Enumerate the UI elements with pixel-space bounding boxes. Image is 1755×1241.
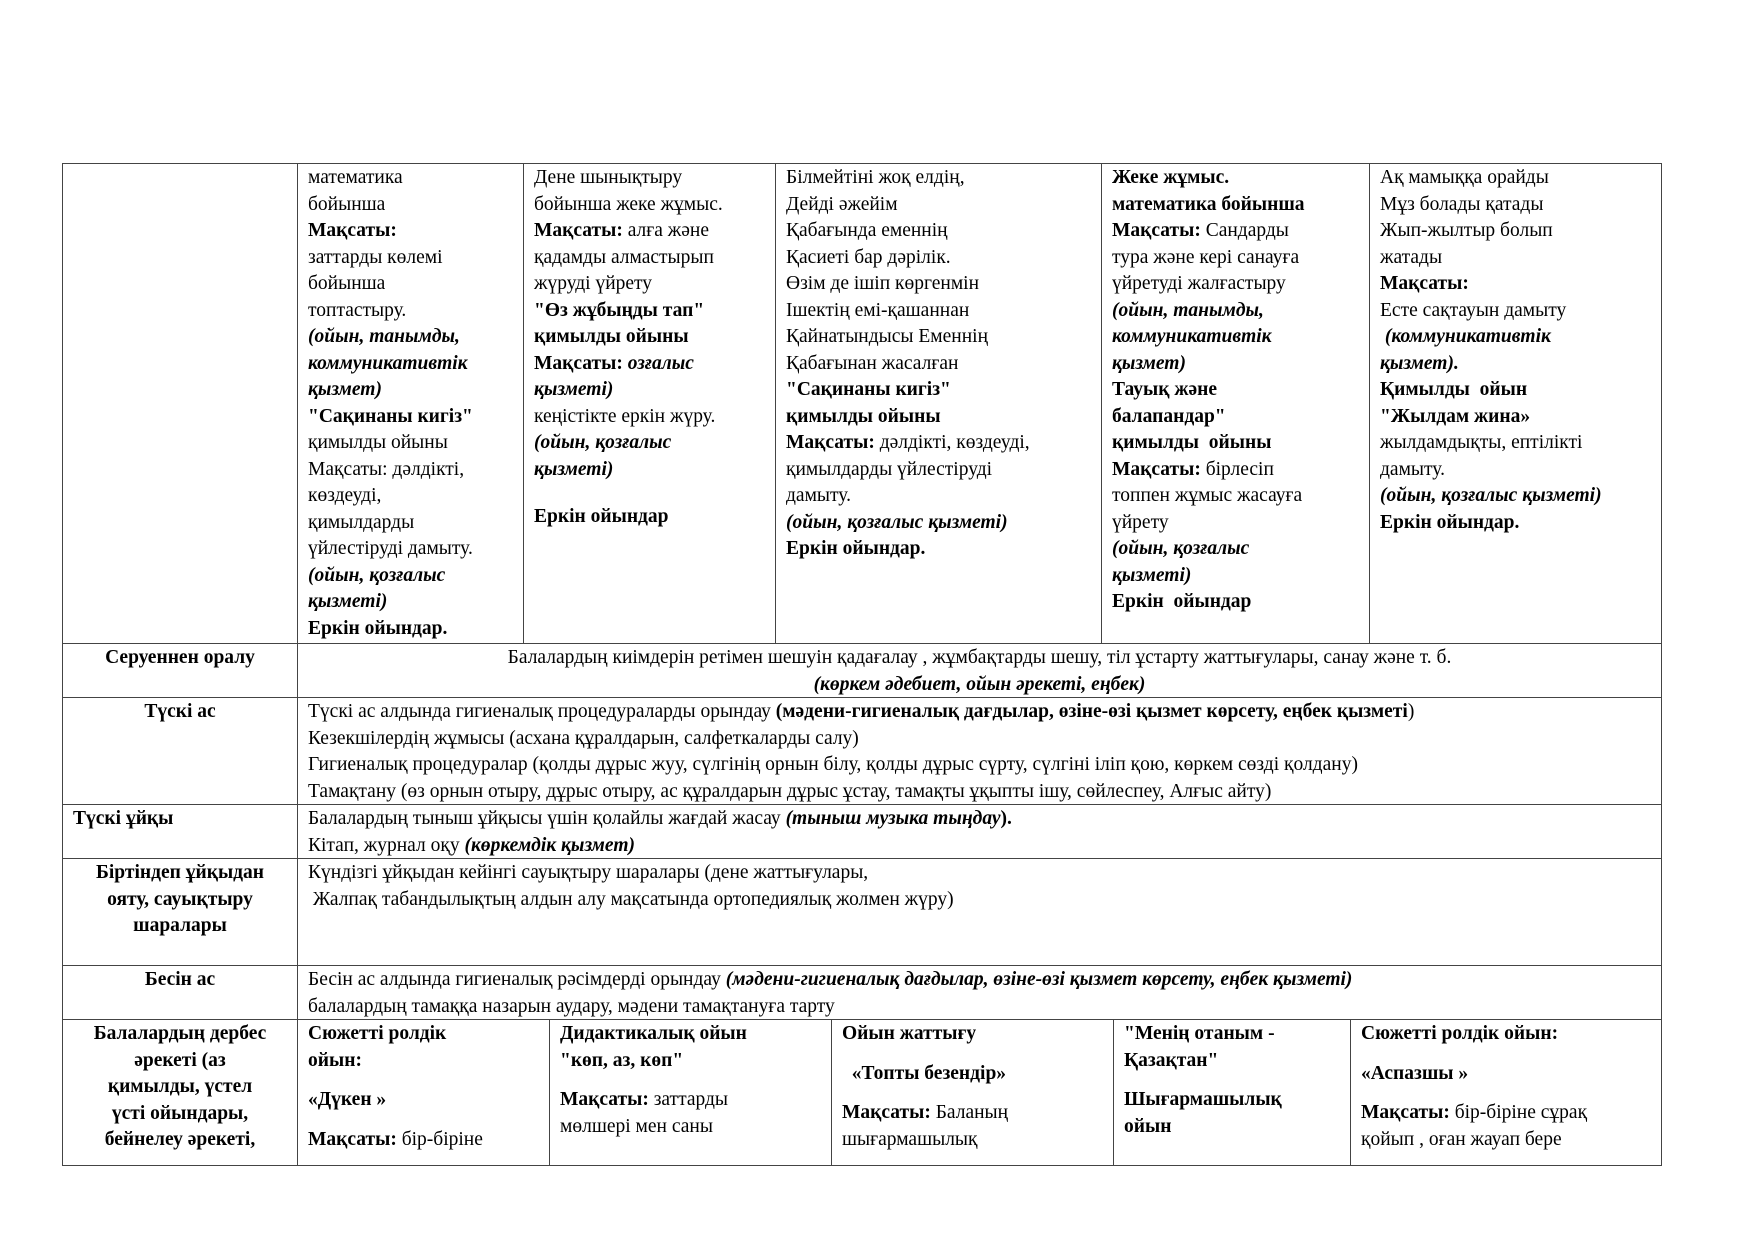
return-walk-line1: Балалардың киімдерін ретімен шешуін қадағалау , жұмбақтарды шешу, тіл ұстарту жаттығулары, санау және т. б. [507, 647, 1452, 668]
text-line: қимылды ойыны [534, 326, 689, 347]
text-line: Өзім де ішіп көргенмін [786, 273, 980, 294]
text-line: Мақсаты: дәлдікті, [308, 458, 465, 480]
text-line: дамыту. [786, 485, 851, 506]
independent-label-line1: Балалардың дербес [93, 1023, 267, 1044]
text-line: "Сақинаны кигіз" [786, 379, 951, 400]
goal-text: дәлдікті, көздеуді, [874, 432, 1030, 453]
text-line: Есте сақтауын дамыту [1380, 299, 1567, 321]
independent-col4-title2: Қазақтан" [1124, 1049, 1219, 1071]
top-row-col3-lines [786, 165, 1091, 563]
independent-col2-goal [560, 1087, 821, 1114]
nap-label [62, 804, 298, 859]
independent-col5 [1350, 1019, 1662, 1166]
independent-col1-goal [308, 1127, 539, 1154]
text-line: қызмет) [308, 379, 382, 400]
text-line: бойынша [308, 273, 386, 294]
text-line: Еркін ойындар. [308, 617, 448, 639]
text-line: Еркін ойындар. [1380, 511, 1520, 533]
text-line: Жып-жылтыр болып [1380, 220, 1553, 241]
wakeup-label-line2: ояту, сауықтыру [107, 888, 253, 910]
lunch-line1-end: ) [1407, 701, 1415, 722]
text-line: заттарды көлемі [308, 246, 443, 268]
independent-col2-goal-text: заттарды [648, 1089, 729, 1110]
lunch-label-text: Түскі ас [144, 701, 216, 722]
lunch-line1-plain: Түскі ас алдында гигиеналық процедураларды орындау [308, 701, 776, 722]
goal-text: алға және [622, 220, 710, 241]
independent-label-line3: қимылды, үстел [107, 1076, 253, 1097]
independent-col2-title2: "көп, аз, көп" [560, 1049, 684, 1071]
top-row-col2 [523, 163, 776, 644]
spacer [308, 1074, 539, 1087]
wakeup-label-line3: шаралары [133, 915, 227, 936]
independent-col3-title1: Ойын жаттығу [842, 1023, 977, 1044]
nap-line1-plain: Балалардың тыныш ұйқысы үшін қолайлы жағдай жасау [308, 808, 786, 829]
spacer [1361, 1087, 1651, 1100]
text-line: бойынша [308, 193, 386, 215]
text-line: Қасиеті бар дәрілік. [786, 246, 951, 268]
return-walk-line2: (көркем әдебиет, ойын әрекеті, еңбек) [813, 673, 1146, 695]
snack-label [62, 965, 298, 1020]
text-line: топтастыру. [308, 299, 407, 321]
text-line: қызмет) [1112, 352, 1186, 374]
text-line: Ақ мамыққа орайды [1380, 167, 1549, 188]
goal-label: Мақсаты: [534, 352, 623, 374]
schedule-table [62, 163, 1662, 1166]
goal-label: Мақсаты: [786, 432, 875, 453]
independent-label [62, 1019, 298, 1166]
top-row-col5 [1369, 163, 1662, 644]
goal-text: озғалыс [622, 352, 694, 374]
text-line: Дене шынықтыру [534, 167, 683, 188]
spacer [842, 1048, 1103, 1061]
spacer [308, 1114, 539, 1127]
goal-text: Сандарды [1200, 220, 1289, 241]
text-line: балапандар" [1112, 405, 1226, 427]
text-line: тура және кері санауға [1112, 246, 1300, 268]
text-line: (коммуникативтік [1380, 326, 1551, 347]
independent-col1-game: «Дүкен » [308, 1089, 387, 1110]
snack-content [297, 965, 1662, 1020]
text-line [534, 218, 765, 245]
top-row-col1-lines [308, 165, 513, 642]
text-line: Қайнатындысы Еменнің [786, 326, 989, 347]
text-line: Тауық және [1112, 379, 1218, 400]
text-line: (ойын, танымды, [308, 326, 460, 347]
lunch-line4: Тамақтану (өз орнын отыру, дұрыс отыру, ас құралдарын дұрыс ұстау, тамақты ұқыпты ішу, сөйлеспеу, Алғыс айту) [308, 780, 1272, 802]
independent-col4-title1: "Менің отаным - [1124, 1023, 1275, 1044]
lunch-content [297, 697, 1662, 805]
goal-label: Мақсаты: [534, 220, 623, 241]
text-line: қызметі) [534, 458, 614, 480]
goal-label: Мақсаты: [1112, 220, 1201, 241]
snack-line1-bi: (мәдени-гигиеналық дағдылар, өзіне-өзі қызмет көрсету, еңбек қызметі) [725, 969, 1353, 990]
text-line [1112, 457, 1359, 484]
text-line: (ойын, қозғалыс [308, 564, 446, 586]
top-row-col4 [1101, 163, 1370, 644]
text-line: Мақсаты: [308, 220, 397, 241]
independent-col2-goal-line2: мөлшері мен саны [560, 1115, 713, 1137]
snack-line2: балалардың тамаққа назарын аудару, мәдени тамақтануға тарту [308, 995, 835, 1017]
text-line [786, 430, 1091, 457]
text-line: қызмет). [1380, 352, 1459, 374]
snack-label-text: Бесін ас [144, 969, 216, 990]
text-line: коммуникативтік [308, 352, 468, 374]
goal-label: Мақсаты: [1112, 458, 1201, 480]
wakeup-line2: Жалпақ табандылықтың алдын алу мақсатында ортопедиялық жолмен жүру) [308, 888, 954, 910]
top-row-col3 [775, 163, 1102, 644]
independent-col4 [1113, 1019, 1351, 1166]
text-line: Қабағынан жасалған [786, 352, 959, 374]
text-line: Жеке жұмыс. [1112, 167, 1230, 188]
return-walk-label [62, 643, 298, 698]
independent-col3-goal-text: Баланың [930, 1102, 1009, 1123]
return-walk-content [297, 643, 1662, 698]
text-line: (ойын, қозғалыс қызметі) [786, 511, 1008, 533]
spacer [1124, 1074, 1340, 1087]
independent-col1-title1: Сюжетті ролдік [308, 1023, 447, 1044]
text-line: қимылды ойыны [786, 405, 941, 427]
text-line: жатады [1380, 246, 1443, 268]
text-line: кеңістікте еркін жүру. [534, 405, 716, 427]
nap-line1-bi: (тыныш музыка тыңдау [785, 808, 1001, 829]
top-row-col5-lines [1380, 165, 1651, 536]
text-line: Білмейтіні жоқ елдің, [786, 167, 965, 188]
text-line: Қимылды ойын [1380, 379, 1528, 400]
text-line: "Жылдам жина» [1380, 405, 1531, 427]
lunch-label [62, 697, 298, 805]
top-row-col2-lines [534, 165, 765, 531]
independent-col1-goal-label: Мақсаты: [308, 1128, 397, 1150]
return-walk-label-text: Серуеннен оралу [105, 647, 255, 668]
lunch-line3: Гигиеналық процедуралар (қолды дұрыс жуу, сүлгінің орнын білу, қолды дұрыс сүрту, сүлгіні іліп қою, көркем сөзді қолдану) [308, 754, 1358, 775]
independent-col3-goal-line2: шығармашылық [842, 1128, 978, 1150]
wakeup-line1: Күндізгі ұйқыдан кейінгі сауықтыру шаралары (дене жаттығулары, [308, 862, 869, 883]
independent-col1-goal-text: бір-біріне [396, 1128, 483, 1150]
top-row-col4-lines [1112, 165, 1359, 616]
text-line: "Сақинаны кигіз" [308, 405, 473, 427]
independent-col5-goal-text: бір-біріне сұрақ [1449, 1102, 1588, 1123]
nap-content [297, 804, 1662, 859]
nap-label-text: Түскі ұйқы [73, 808, 174, 829]
wakeup-content [297, 858, 1662, 966]
nap-line2-plain: Кітап, журнал оқу [308, 834, 465, 856]
text-line: Мұз болады қатады [1380, 193, 1544, 215]
text-line: Ішектің емі-қашаннан [786, 299, 970, 321]
text-line: дамыту. [1380, 458, 1445, 480]
text-line: қызметі) [1112, 564, 1192, 586]
nap-line1-end: ). [1000, 808, 1012, 829]
independent-col2 [549, 1019, 832, 1166]
text-line: Еркін ойындар [1112, 591, 1252, 612]
text-line: (ойын, танымды, [1112, 299, 1264, 321]
spacer [560, 1074, 821, 1087]
text-line: үйлестіруді дамыту. [308, 538, 473, 559]
text-line: Қабағында еменнің [786, 220, 948, 241]
independent-col1-title2: ойын: [308, 1049, 362, 1071]
text-line: Еркін ойындар [534, 506, 669, 527]
spacer [1361, 1048, 1651, 1061]
independent-col3-game: «Топты безендір» [842, 1062, 1007, 1084]
text-line: қимылдарды үйлестіруді [786, 458, 993, 480]
nap-line2-bi: (көркемдік қызмет) [464, 834, 635, 856]
top-row-label-cell [62, 163, 298, 644]
independent-col5-goal-label: Мақсаты: [1361, 1102, 1450, 1123]
text-line: қимылды ойыны [1112, 432, 1272, 453]
independent-col3-goal-label: Мақсаты: [842, 1102, 931, 1123]
text-line: "Өз жұбыңды тап" [534, 299, 705, 321]
independent-col3 [831, 1019, 1114, 1166]
text-line: қимылды ойыны [308, 432, 448, 453]
text-line: (ойын, қозғалыс [1112, 538, 1250, 559]
independent-label-line5: бейнелеу әрекеті, [104, 1129, 256, 1150]
text-line: Мақсаты: [1380, 273, 1469, 294]
independent-col4-sub1: Шығармашылық [1124, 1089, 1282, 1110]
independent-col3-goal [842, 1100, 1103, 1127]
wakeup-label [62, 858, 298, 966]
text-line: (ойын, қозғалыс [534, 432, 672, 453]
independent-col5-goal-line2: қойып , оған жауап бере [1361, 1128, 1562, 1150]
nap-line2 [308, 833, 1651, 860]
text-line: үйрету [1112, 511, 1169, 533]
independent-label-line4: үсті ойындары, [111, 1102, 249, 1124]
text-line: Еркін ойындар. [786, 538, 926, 559]
lunch-line1-bold: (мәдени-гигиеналық дағдылар, өзіне-өзі қызмет көрсету, еңбек қызметі [775, 701, 1408, 722]
nap-line1 [308, 806, 1651, 833]
spacer [842, 1087, 1103, 1100]
text-line: топпен жұмыс жасауға [1112, 485, 1303, 506]
text-line: математика [308, 167, 403, 188]
independent-col5-goal [1361, 1100, 1651, 1127]
wakeup-label-line1: Біртіндеп ұйқыдан [95, 862, 265, 883]
snack-line1 [308, 967, 1651, 994]
top-row-col1 [297, 163, 524, 644]
goal-text: бірлесіп [1200, 458, 1274, 480]
lunch-line1 [308, 699, 1651, 726]
text-line: қадамды алмастырып [534, 246, 714, 268]
text-line: коммуникативтік [1112, 326, 1272, 347]
text-line: үйретуді жалғастыру [1112, 273, 1286, 294]
text-line [1112, 218, 1359, 245]
lunch-line2: Кезекшілердің жұмысы (асхана құралдарын, салфеткаларды салу) [308, 727, 859, 749]
independent-col5-title1: Сюжетті ролдік ойын: [1361, 1023, 1559, 1044]
independent-col1 [297, 1019, 550, 1166]
spacer [534, 483, 765, 504]
text-line: жүруді үйрету [534, 273, 653, 294]
text-line: математика бойынша [1112, 193, 1305, 215]
text-line: (ойын, қозғалыс қызметі) [1380, 485, 1602, 506]
independent-col5-game: «Аспазшы » [1361, 1062, 1469, 1084]
text-line: қызметі) [308, 591, 388, 612]
independent-label-line2: әрекеті (аз [134, 1049, 226, 1071]
text-line [534, 351, 765, 378]
snack-line1-plain: Бесін ас алдында гигиеналық рәсімдерді орындау [308, 969, 726, 990]
text-line: қимылдарды [308, 511, 415, 533]
independent-col2-goal-label: Мақсаты: [560, 1089, 649, 1110]
text-line: бойынша жеке жұмыс. [534, 193, 723, 215]
text-line: Дейді әжейім [786, 193, 898, 215]
independent-col2-title1: Дидактикалық ойын [560, 1023, 747, 1044]
independent-col4-sub2: ойын [1124, 1115, 1172, 1137]
text-line: жылдамдықты, ептілікті [1380, 432, 1583, 453]
text-line: қызметі) [534, 379, 614, 400]
text-line: көздеуді, [308, 485, 382, 506]
